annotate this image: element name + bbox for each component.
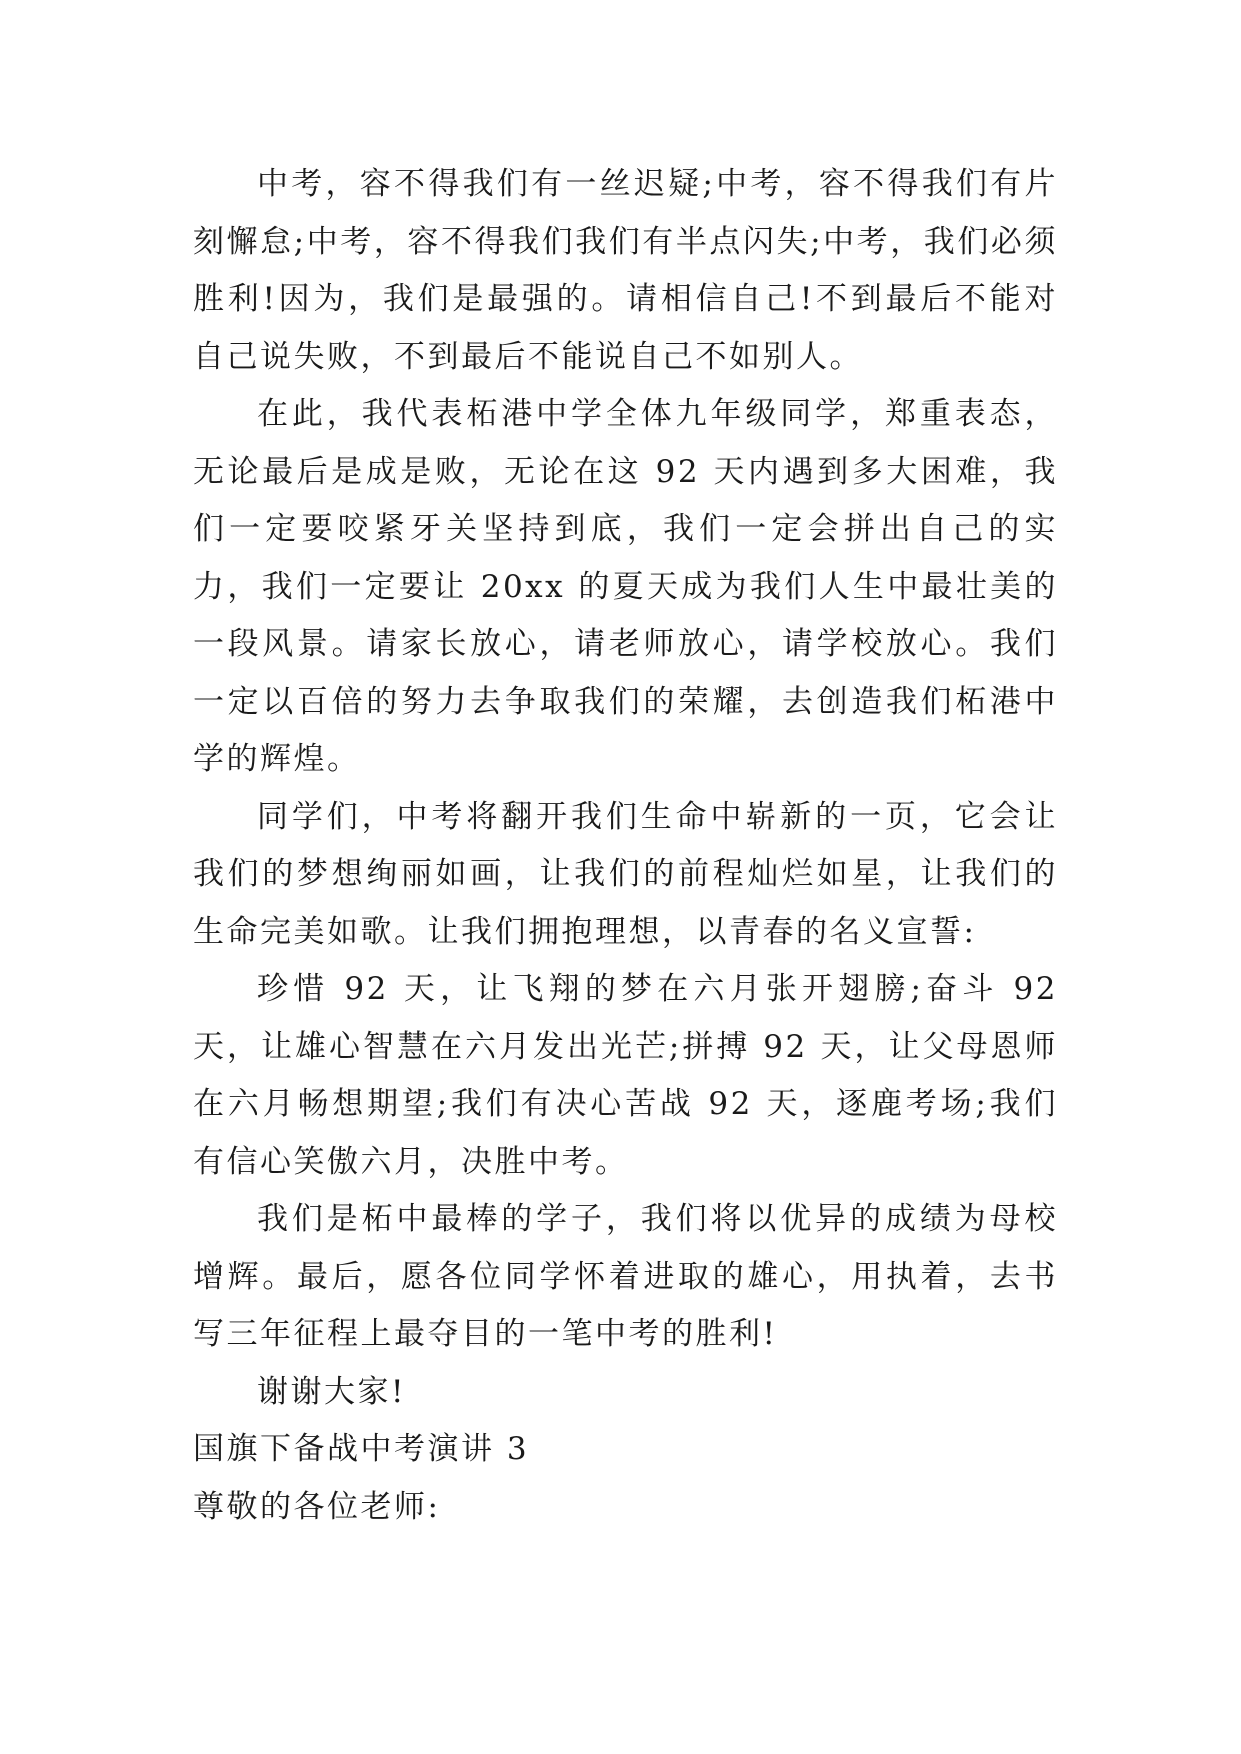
document-page: [193, 156, 1058, 1536]
paragraph-1: 中考，容不得我们有一丝迟疑;中考，容不得我们有片刻懈怠;中考，容不得我们我们有半点闪失;中考，我们必须胜利!因为，我们是最强的。请相信自己!不到最后不能对自己说失败，不到最后不能说自己不如别人。: [193, 166, 1058, 375]
paragraph-4: 珍惜 92 天，让飞翔的梦在六月张开翅膀;奋斗 92 天，让雄心智慧在六月发出光芒;拼搏 92 天，让父母恩师在六月畅想期望;我们有决心苦战 92 天，逐鹿考场;我们有信心笑傲六月，决胜中考。: [193, 971, 1058, 1180]
section-title: 国旗下备战中考演讲 3: [193, 1431, 530, 1467]
paragraph-2: 在此，我代表柘港中学全体九年级同学，郑重表态，无论最后是成是败，无论在这 92 天内遇到多大困难，我们一定要咬紧牙关坚持到底，我们一定会拼出自己的实力，我们一定要让 20xx 的夏天成为我们人生中最壮美的一段风景。请家长放心，请老师放心，请学校放心。我们一定以百倍的努力去争取我们的荣耀，去创造我们柘港中学的辉煌。: [193, 396, 1058, 777]
thanks-line: 谢谢大家!: [257, 1373, 406, 1410]
salutation: 尊敬的各位老师:: [193, 1488, 441, 1525]
paragraph-5: 我们是柘中最棒的学子，我们将以优异的成绩为母校增辉。最后，愿各位同学怀着进取的雄心，用执着，去书写三年征程上最夺目的一笔中考的胜利!: [193, 1201, 1058, 1352]
paragraph-3: 同学们，中考将翻开我们生命中崭新的一页，它会让我们的梦想绚丽如画，让我们的前程灿烂如星，让我们的生命完美如歌。让我们拥抱理想，以青春的名义宣誓:: [193, 798, 1058, 950]
